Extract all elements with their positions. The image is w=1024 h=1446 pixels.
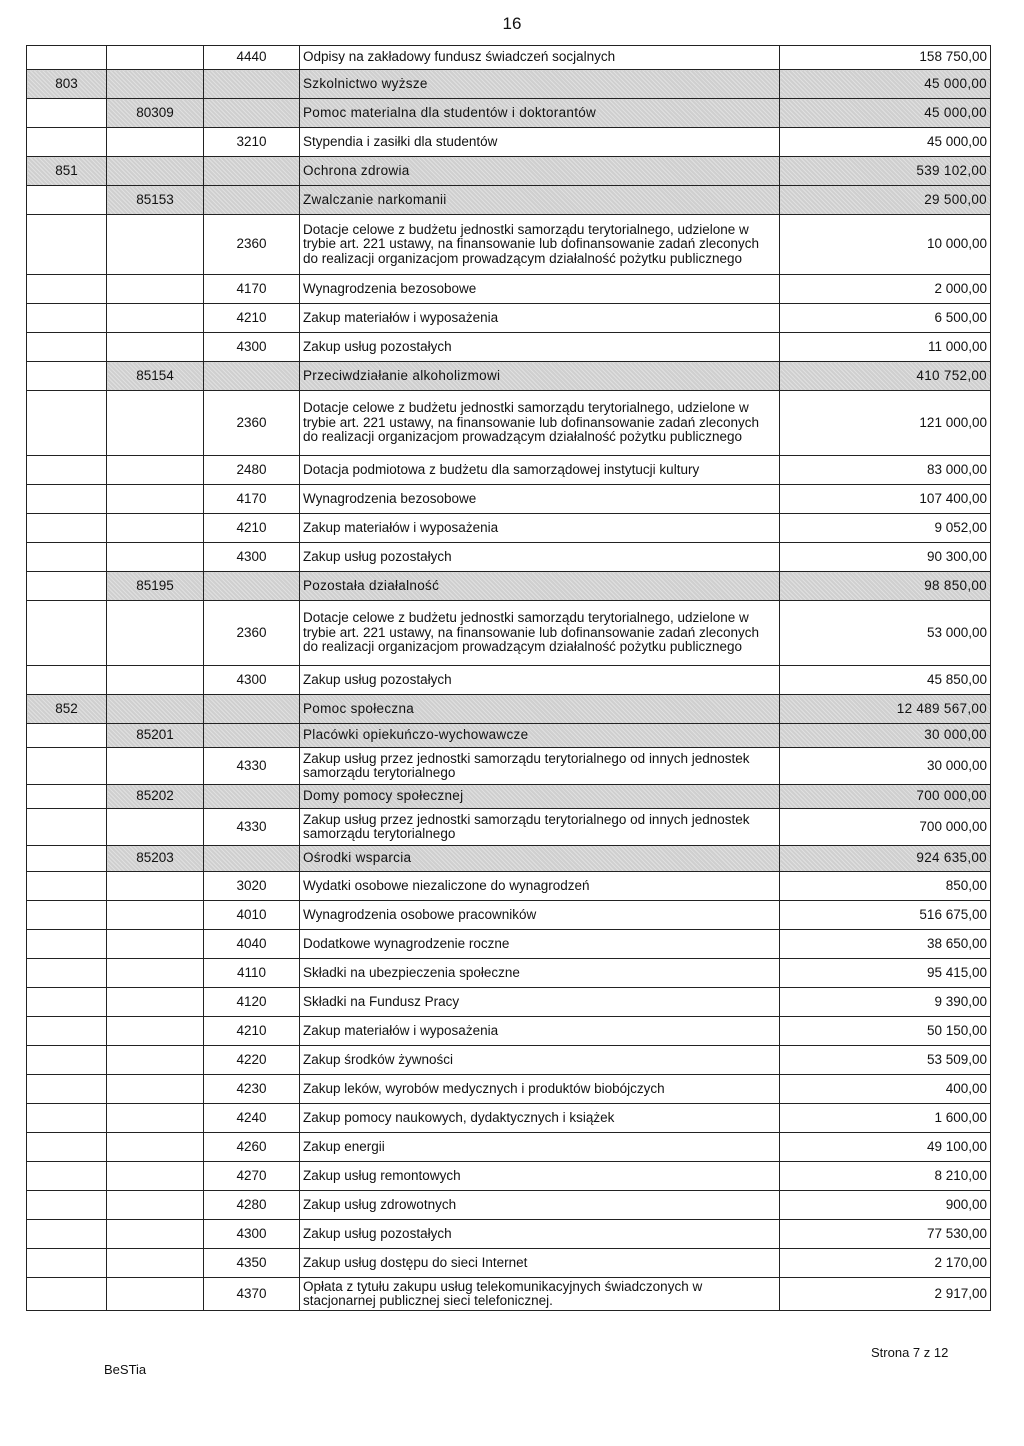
table-row-chapter: [27, 186, 991, 215]
cell-paragraf: 4220: [204, 1046, 300, 1075]
table-row: [27, 748, 991, 785]
cell-paragraf: 4330: [204, 809, 300, 846]
cell-description: Przeciwdziałanie alkoholizmowi: [300, 362, 780, 391]
cell-amount: 516 675,00: [780, 901, 991, 930]
cell-amount: 2 170,00: [780, 1249, 991, 1278]
cell-paragraf: 4300: [204, 1220, 300, 1249]
cell-description: Pomoc materialna dla studentów i doktorantów: [300, 99, 780, 128]
cell-description: Zakup usług pozostałych: [300, 333, 780, 362]
cell-rozdzial: 85154: [107, 362, 204, 391]
cell-rozdzial: [107, 215, 204, 275]
cell-rozdzial: [107, 456, 204, 485]
cell-rozdzial: [107, 275, 204, 304]
cell-paragraf: [204, 157, 300, 186]
table-row: [27, 1046, 991, 1075]
cell-amount: 49 100,00: [780, 1133, 991, 1162]
cell-description: Zakup usług zdrowotnych: [300, 1191, 780, 1220]
cell-dzial: 852: [27, 695, 107, 724]
cell-rozdzial: [107, 543, 204, 572]
cell-dzial: [27, 514, 107, 543]
cell-description: Ośrodki wsparcia: [300, 846, 780, 872]
table-row-chapter: [27, 362, 991, 391]
cell-amount: 158 750,00: [780, 46, 991, 70]
cell-rozdzial: [107, 333, 204, 362]
cell-description: Zakup energii: [300, 1133, 780, 1162]
cell-description: Zwalczanie narkomanii: [300, 186, 780, 215]
cell-rozdzial: [107, 748, 204, 785]
cell-description: Zakup usług remontowych: [300, 1162, 780, 1191]
cell-description: Zakup materiałów i wyposażenia: [300, 304, 780, 333]
cell-rozdzial: [107, 304, 204, 333]
cell-dzial: [27, 304, 107, 333]
cell-dzial: [27, 1133, 107, 1162]
cell-amount: 30 000,00: [780, 724, 991, 748]
cell-paragraf: 3210: [204, 128, 300, 157]
cell-paragraf: [204, 695, 300, 724]
cell-description: Zakup usług przez jednostki samorządu terytorialnego od innych jednostek samorządu terytorialnego: [300, 748, 780, 785]
cell-description: Dodatkowe wynagrodzenie roczne: [300, 930, 780, 959]
cell-description: Wynagrodzenia osobowe pracowników: [300, 901, 780, 930]
table-row: [27, 391, 991, 456]
cell-rozdzial: [107, 1249, 204, 1278]
table-row: [27, 872, 991, 901]
cell-amount: 45 000,00: [780, 70, 991, 99]
cell-rozdzial: [107, 46, 204, 70]
cell-description: Odpisy na zakładowy fundusz świadczeń socjalnych: [300, 46, 780, 70]
cell-amount: 45 000,00: [780, 128, 991, 157]
cell-amount: 700 000,00: [780, 809, 991, 846]
cell-rozdzial: [107, 485, 204, 514]
cell-amount: 900,00: [780, 1191, 991, 1220]
cell-amount: 400,00: [780, 1075, 991, 1104]
cell-amount: 98 850,00: [780, 572, 991, 601]
cell-description: Ochrona zdrowia: [300, 157, 780, 186]
cell-description: Opłata z tytułu zakupu usług telekomunikacyjnych świadczonych w stacjonarnej publicznej sieci telefonicznej.: [300, 1278, 780, 1311]
cell-dzial: [27, 601, 107, 666]
table-row-section: [27, 157, 991, 186]
cell-amount: 45 850,00: [780, 666, 991, 695]
table-row: [27, 1133, 991, 1162]
cell-paragraf: 2480: [204, 456, 300, 485]
cell-paragraf: 4010: [204, 901, 300, 930]
cell-dzial: [27, 809, 107, 846]
cell-dzial: [27, 485, 107, 514]
cell-dzial: [27, 1220, 107, 1249]
table-row: [27, 1220, 991, 1249]
cell-paragraf: 4210: [204, 514, 300, 543]
cell-dzial: [27, 1075, 107, 1104]
cell-description: Szkolnictwo wyższe: [300, 70, 780, 99]
cell-amount: 700 000,00: [780, 785, 991, 809]
cell-description: Składki na ubezpieczenia społeczne: [300, 959, 780, 988]
cell-dzial: [27, 1162, 107, 1191]
footer-software-name: BeSTia: [104, 1362, 147, 1377]
table-row-chapter: [27, 99, 991, 128]
cell-dzial: [27, 215, 107, 275]
cell-rozdzial: [107, 1104, 204, 1133]
cell-paragraf: 3020: [204, 872, 300, 901]
cell-dzial: [27, 748, 107, 785]
cell-rozdzial: [107, 1017, 204, 1046]
cell-paragraf: 4440: [204, 46, 300, 70]
cell-dzial: [27, 1017, 107, 1046]
cell-dzial: [27, 785, 107, 809]
cell-paragraf: 4170: [204, 485, 300, 514]
cell-amount: 12 489 567,00: [780, 695, 991, 724]
cell-description: Zakup usług pozostałych: [300, 666, 780, 695]
cell-rozdzial: [107, 872, 204, 901]
table-row: [27, 514, 991, 543]
cell-rozdzial: [107, 1278, 204, 1311]
cell-dzial: [27, 1249, 107, 1278]
cell-rozdzial: [107, 601, 204, 666]
table-row: [27, 456, 991, 485]
cell-dzial: [27, 1046, 107, 1075]
cell-paragraf: 4350: [204, 1249, 300, 1278]
cell-dzial: 803: [27, 70, 107, 99]
cell-description: Dotacje celowe z budżetu jednostki samorządu terytorialnego, udzielone w trybie art. 221 ustawy, na finansowanie lub dofinansowanie zadań zleconych do realizacji organizacjom prowadzącym działalność pożytku publicznego: [300, 215, 780, 275]
cell-amount: 95 415,00: [780, 959, 991, 988]
cell-dzial: [27, 930, 107, 959]
cell-dzial: [27, 1191, 107, 1220]
cell-rozdzial: [107, 1162, 204, 1191]
cell-paragraf: 4110: [204, 959, 300, 988]
cell-description: Składki na Fundusz Pracy: [300, 988, 780, 1017]
cell-rozdzial: [107, 930, 204, 959]
cell-paragraf: 4120: [204, 988, 300, 1017]
cell-rozdzial: 85201: [107, 724, 204, 748]
cell-description: Zakup usług pozostałych: [300, 543, 780, 572]
budget-table-body: [27, 46, 991, 1311]
table-row: [27, 809, 991, 846]
cell-amount: 38 650,00: [780, 930, 991, 959]
cell-dzial: [27, 46, 107, 70]
table-row: [27, 304, 991, 333]
cell-rozdzial: [107, 514, 204, 543]
table-row: [27, 333, 991, 362]
table-row-chapter: [27, 785, 991, 809]
table-row: [27, 1191, 991, 1220]
cell-description: Zakup materiałów i wyposażenia: [300, 514, 780, 543]
cell-description: Zakup leków, wyrobów medycznych i produktów biobójczych: [300, 1075, 780, 1104]
table-row: [27, 601, 991, 666]
table-row: [27, 46, 991, 70]
cell-rozdzial: [107, 959, 204, 988]
cell-description: Placówki opiekuńczo-wychowawcze: [300, 724, 780, 748]
cell-dzial: [27, 872, 107, 901]
cell-description: Pomoc społeczna: [300, 695, 780, 724]
cell-dzial: [27, 128, 107, 157]
cell-amount: 2 000,00: [780, 275, 991, 304]
cell-description: Dotacja podmiotowa z budżetu dla samorządowej instytucji kultury: [300, 456, 780, 485]
table-row-chapter: [27, 724, 991, 748]
cell-rozdzial: 85195: [107, 572, 204, 601]
cell-amount: 53 000,00: [780, 601, 991, 666]
cell-rozdzial: 80309: [107, 99, 204, 128]
cell-rozdzial: 85153: [107, 186, 204, 215]
cell-paragraf: [204, 186, 300, 215]
cell-dzial: [27, 846, 107, 872]
cell-paragraf: 4280: [204, 1191, 300, 1220]
cell-description: Dotacje celowe z budżetu jednostki samorządu terytorialnego, udzielone w trybie art. 221 ustawy, na finansowanie lub dofinansowanie zadań zleconych do realizacji organizacjom prowadzącym działalność pożytku publicznego: [300, 601, 780, 666]
cell-paragraf: [204, 99, 300, 128]
cell-paragraf: 4270: [204, 1162, 300, 1191]
cell-dzial: [27, 572, 107, 601]
cell-amount: 850,00: [780, 872, 991, 901]
cell-paragraf: 2360: [204, 391, 300, 456]
cell-paragraf: 4300: [204, 333, 300, 362]
cell-description: Zakup usług dostępu do sieci Internet: [300, 1249, 780, 1278]
cell-rozdzial: [107, 128, 204, 157]
cell-rozdzial: [107, 809, 204, 846]
cell-paragraf: [204, 572, 300, 601]
cell-paragraf: [204, 362, 300, 391]
table-row: [27, 666, 991, 695]
cell-amount: 10 000,00: [780, 215, 991, 275]
cell-description: Domy pomocy społecznej: [300, 785, 780, 809]
cell-amount: 924 635,00: [780, 846, 991, 872]
cell-rozdzial: [107, 695, 204, 724]
table-row: [27, 215, 991, 275]
cell-paragraf: 4330: [204, 748, 300, 785]
table-row-section: [27, 70, 991, 99]
cell-description: Zakup pomocy naukowych, dydaktycznych i książek: [300, 1104, 780, 1133]
cell-description: Zakup usług przez jednostki samorządu terytorialnego od innych jednostek samorządu terytorialnego: [300, 809, 780, 846]
cell-amount: 6 500,00: [780, 304, 991, 333]
cell-rozdzial: [107, 1191, 204, 1220]
cell-dzial: [27, 1278, 107, 1311]
cell-description: Pozostała działalność: [300, 572, 780, 601]
table-row-section: [27, 695, 991, 724]
cell-dzial: 851: [27, 157, 107, 186]
cell-paragraf: 4370: [204, 1278, 300, 1311]
cell-description: Wydatki osobowe niezaliczone do wynagrodzeń: [300, 872, 780, 901]
cell-description: Zakup usług pozostałych: [300, 1220, 780, 1249]
table-row: [27, 1162, 991, 1191]
cell-amount: 1 600,00: [780, 1104, 991, 1133]
cell-rozdzial: [107, 157, 204, 186]
cell-rozdzial: [107, 901, 204, 930]
cell-amount: 30 000,00: [780, 748, 991, 785]
cell-description: Wynagrodzenia bezosobowe: [300, 275, 780, 304]
footer-page-counter: Strona 7 z 12: [871, 1345, 949, 1360]
cell-amount: 9 052,00: [780, 514, 991, 543]
cell-description: Zakup materiałów i wyposażenia: [300, 1017, 780, 1046]
cell-amount: 83 000,00: [780, 456, 991, 485]
table-row: [27, 1249, 991, 1278]
table-row: [27, 959, 991, 988]
table-row: [27, 988, 991, 1017]
cell-description: Wynagrodzenia bezosobowe: [300, 485, 780, 514]
cell-paragraf: 4240: [204, 1104, 300, 1133]
table-row: [27, 1075, 991, 1104]
table-row: [27, 901, 991, 930]
cell-paragraf: 4210: [204, 304, 300, 333]
cell-rozdzial: 85202: [107, 785, 204, 809]
cell-dzial: [27, 959, 107, 988]
cell-paragraf: [204, 846, 300, 872]
cell-rozdzial: 85203: [107, 846, 204, 872]
cell-dzial: [27, 666, 107, 695]
table-row: [27, 1017, 991, 1046]
cell-paragraf: [204, 724, 300, 748]
cell-amount: 9 390,00: [780, 988, 991, 1017]
table-row: [27, 1104, 991, 1133]
cell-paragraf: [204, 70, 300, 99]
cell-dzial: [27, 456, 107, 485]
cell-amount: 121 000,00: [780, 391, 991, 456]
cell-paragraf: 4230: [204, 1075, 300, 1104]
cell-dzial: [27, 724, 107, 748]
cell-amount: 77 530,00: [780, 1220, 991, 1249]
cell-dzial: [27, 99, 107, 128]
cell-amount: 8 210,00: [780, 1162, 991, 1191]
table-row: [27, 275, 991, 304]
cell-description: Zakup środków żywności: [300, 1046, 780, 1075]
table-row: [27, 128, 991, 157]
cell-dzial: [27, 275, 107, 304]
cell-paragraf: 2360: [204, 215, 300, 275]
budget-table: [26, 45, 991, 1311]
cell-description: Dotacje celowe z budżetu jednostki samorządu terytorialnego, udzielone w trybie art. 221 ustawy, na finansowanie lub dofinansowanie zadań zleconych do realizacji organizacjom prowadzącym działalność pożytku publicznego: [300, 391, 780, 456]
cell-paragraf: 4170: [204, 275, 300, 304]
table-row: [27, 485, 991, 514]
cell-amount: 410 752,00: [780, 362, 991, 391]
cell-dzial: [27, 362, 107, 391]
cell-amount: 45 000,00: [780, 99, 991, 128]
table-row: [27, 1278, 991, 1311]
cell-amount: 11 000,00: [780, 333, 991, 362]
cell-rozdzial: [107, 1220, 204, 1249]
cell-dzial: [27, 988, 107, 1017]
cell-dzial: [27, 333, 107, 362]
table-row-chapter: [27, 846, 991, 872]
cell-amount: 53 509,00: [780, 1046, 991, 1075]
cell-dzial: [27, 1104, 107, 1133]
cell-amount: 107 400,00: [780, 485, 991, 514]
cell-paragraf: 4300: [204, 666, 300, 695]
cell-paragraf: 4040: [204, 930, 300, 959]
cell-rozdzial: [107, 391, 204, 456]
page-number: 16: [502, 14, 522, 33]
cell-rozdzial: [107, 1046, 204, 1075]
cell-paragraf: 4300: [204, 543, 300, 572]
cell-rozdzial: [107, 1075, 204, 1104]
cell-amount: 539 102,00: [780, 157, 991, 186]
cell-rozdzial: [107, 988, 204, 1017]
cell-dzial: [27, 543, 107, 572]
cell-amount: 2 917,00: [780, 1278, 991, 1311]
cell-paragraf: 2360: [204, 601, 300, 666]
cell-dzial: [27, 391, 107, 456]
cell-dzial: [27, 901, 107, 930]
cell-amount: 29 500,00: [780, 186, 991, 215]
cell-paragraf: 4260: [204, 1133, 300, 1162]
cell-description: Stypendia i zasiłki dla studentów: [300, 128, 780, 157]
cell-paragraf: [204, 785, 300, 809]
cell-paragraf: 4210: [204, 1017, 300, 1046]
cell-dzial: [27, 186, 107, 215]
table-row-chapter: [27, 572, 991, 601]
table-row: [27, 543, 991, 572]
table-row: [27, 930, 991, 959]
cell-amount: 90 300,00: [780, 543, 991, 572]
cell-rozdzial: [107, 666, 204, 695]
cell-rozdzial: [107, 70, 204, 99]
cell-rozdzial: [107, 1133, 204, 1162]
cell-amount: 50 150,00: [780, 1017, 991, 1046]
